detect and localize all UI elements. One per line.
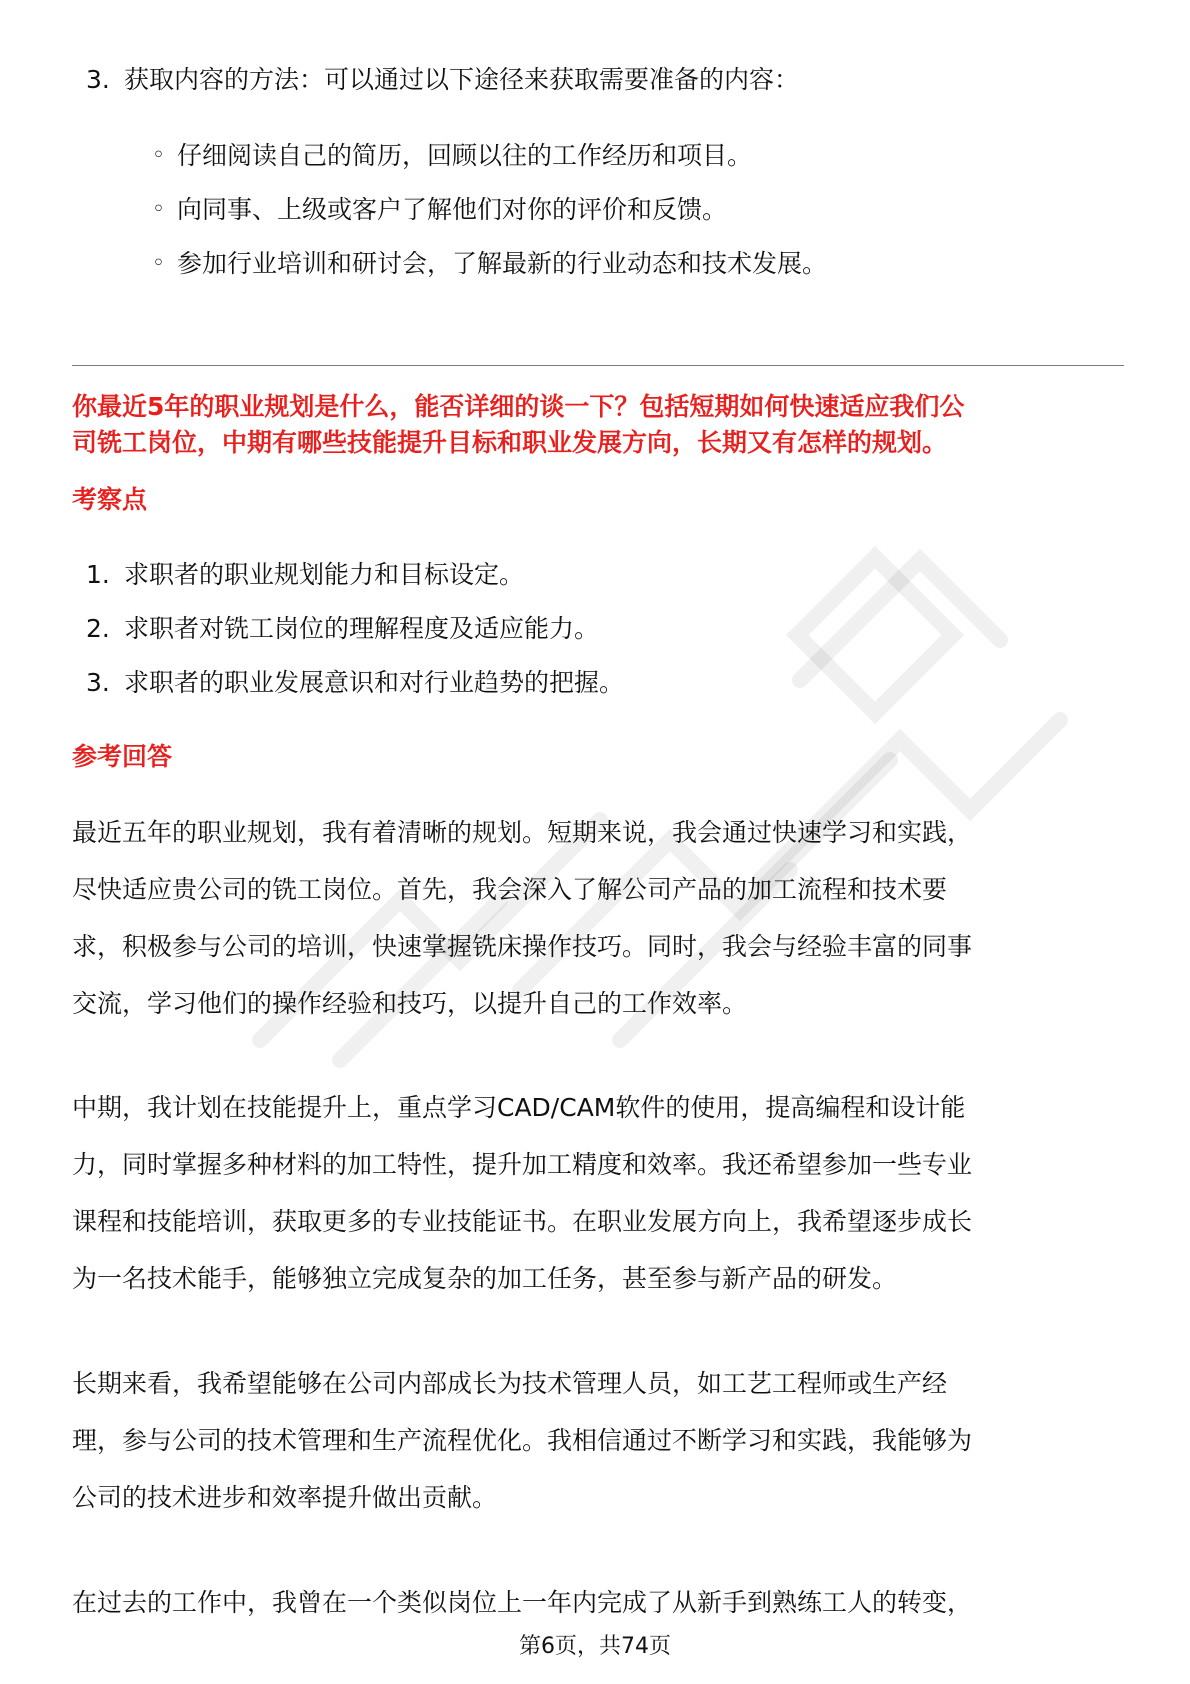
list-number: 3. (86, 65, 110, 94)
answer-line: 课程和技能培训，获取更多的专业技能证书。在职业发展方向上，我希望逐步成长 (72, 1207, 973, 1236)
page-footer: 第6页，共74页 (519, 1634, 671, 1659)
answer-line: 长期来看，我希望能够在公司内部成长为技术管理人员，如工艺工程师或生产经 (72, 1369, 948, 1398)
bullet-icon: ◦ (152, 143, 165, 168)
section-divider (72, 365, 1124, 366)
list-number: 2. (86, 614, 110, 643)
bullet-item: 仔细阅读自己的简历，回顾以往的工作经历和项目。 (177, 141, 753, 170)
answer-line: 在过去的工作中，我曾在一个类似岗位上一年内完成了从新手到熟练工人的转变， (72, 1588, 973, 1617)
question-line: 你最近5年的职业规划是什么，能否详细的谈一下？包括短期如何快速适应我们公 (72, 392, 965, 421)
answer-line: 尽快适应贵公司的铣工岗位。首先，我会深入了解公司产品的加工流程和技术要 (72, 875, 948, 904)
answer-line: 中期，我计划在技能提升上，重点学习CAD/CAM软件的使用，提高编程和设计能 (72, 1093, 966, 1122)
bullet-item: 参加行业培训和研讨会，了解最新的行业动态和技术发展。 (177, 249, 828, 278)
bullet-item: 向同事、上级或客户了解他们对你的评价和反馈。 (177, 195, 728, 224)
list-number: 3. (86, 668, 110, 697)
answer-line: 公司的技术进步和效率提升做出贡献。 (72, 1483, 498, 1512)
bullet-icon: ◦ (152, 251, 165, 276)
answer-line: 最近五年的职业规划，我有着清晰的规划。短期来说，我会通过快速学习和实践， (72, 818, 973, 847)
focus-item: 求职者对铣工岗位的理解程度及适应能力。 (124, 614, 600, 643)
answer-line: 求，积极参与公司的培训，快速掌握铣床操作技巧。同时，我会与经验丰富的同事 (72, 932, 973, 961)
answer-line: 力，同时掌握多种材料的加工特性，提升加工精度和效率。我还希望参加一些专业 (72, 1150, 973, 1179)
question-line: 司铣工岗位，中期有哪些技能提升目标和职业发展方向，长期又有怎样的规划。 (72, 428, 948, 457)
answer-line: 理，参与公司的技术管理和生产流程优化。我相信通过不断学习和实践，我能够为 (72, 1426, 973, 1455)
list-item-text: 获取内容的方法：可以通过以下途径来获取需要准备的内容： (124, 65, 800, 94)
answer-heading: 参考回答 (72, 742, 173, 771)
focus-heading: 考察点 (72, 485, 148, 514)
focus-item: 求职者的职业规划能力和目标设定。 (124, 560, 525, 589)
bullet-icon: ◦ (152, 197, 165, 222)
list-number: 1. (86, 560, 110, 589)
answer-line: 交流，学习他们的操作经验和技巧，以提升自己的工作效率。 (72, 989, 748, 1018)
answer-line: 为一名技术能手，能够独立完成复杂的加工任务，甚至参与新产品的研发。 (72, 1264, 898, 1293)
focus-item: 求职者的职业发展意识和对行业趋势的把握。 (124, 668, 625, 697)
